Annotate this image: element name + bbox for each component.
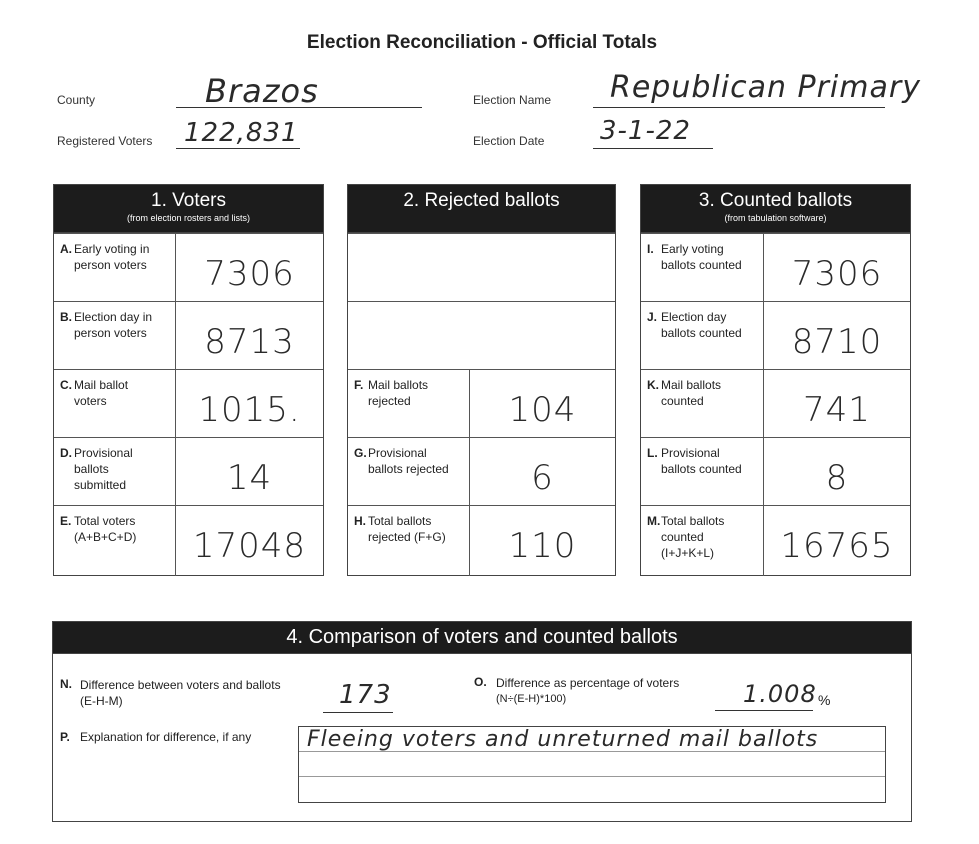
- counted-section: [640, 184, 911, 576]
- row-label: D. Provisional ballots submitted: [54, 438, 176, 506]
- n-formula: (E-H-M): [80, 694, 123, 708]
- n-value[interactable]: 173: [339, 680, 392, 710]
- row-label: J. Election day ballots counted: [641, 302, 764, 370]
- comparison-header: [53, 622, 911, 654]
- early-counted-value[interactable]: 7306: [791, 254, 883, 294]
- row-label: G.Provisional ballots rejected: [348, 438, 470, 506]
- counted-row-j: [641, 301, 910, 370]
- o-label-block: [496, 675, 679, 707]
- o-value[interactable]: 1.008: [743, 680, 817, 708]
- row-label: L. Provisional ballots counted: [641, 438, 764, 506]
- provisional-counted-value[interactable]: 8: [825, 458, 849, 498]
- election-date-label: Election Date: [473, 134, 545, 148]
- total-rejected-value[interactable]: 110: [508, 526, 577, 566]
- counted-title: 3. Counted ballots: [698, 190, 853, 211]
- p-letter: P.: [60, 730, 70, 744]
- election-date-value[interactable]: 3-1-22: [600, 116, 691, 146]
- counted-row-k: [641, 369, 910, 438]
- county-label: County: [57, 93, 96, 107]
- registered-voters-line: [176, 148, 300, 149]
- election-name-value[interactable]: Republican Primary: [610, 70, 921, 105]
- rejected-header: [348, 185, 615, 233]
- rejected-row-h: [348, 505, 615, 576]
- row-label: I. Early voting ballots counted: [641, 234, 764, 302]
- explanation-rule: [299, 776, 885, 777]
- rejected-blank-row: [348, 301, 615, 370]
- total-counted-value[interactable]: 16765: [780, 526, 894, 566]
- provisional-rejected-value[interactable]: 6: [531, 458, 554, 498]
- rejected-row-f: [348, 369, 615, 438]
- voters-row-a: [54, 233, 323, 302]
- election-name-line: [593, 107, 885, 108]
- election-day-counted-value[interactable]: 8710: [791, 322, 883, 362]
- voters-row-e: [54, 505, 323, 576]
- rejected-section: [347, 184, 616, 576]
- early-voting-voters-value[interactable]: 7306: [204, 254, 295, 294]
- provisional-submitted-value[interactable]: 14: [226, 458, 273, 498]
- row-label: H. Total ballots rejected (F+G): [348, 506, 470, 576]
- voters-header: [54, 185, 323, 233]
- n-label: Difference between voters and ballots: [80, 678, 281, 692]
- total-voters-value[interactable]: 17048: [192, 526, 307, 566]
- voters-row-c: [54, 369, 323, 438]
- election-day-voters-value[interactable]: 8713: [204, 322, 295, 362]
- county-line: [176, 107, 422, 108]
- explanation-box[interactable]: [298, 726, 886, 803]
- voters-title: 1. Voters: [151, 190, 226, 211]
- voters-row-b: [54, 301, 323, 370]
- row-label: F. Mail ballots rejected: [348, 370, 470, 438]
- o-unit: %: [818, 692, 831, 708]
- mail-rejected-value[interactable]: 104: [508, 390, 577, 430]
- comparison-section: [52, 621, 912, 822]
- voters-section: [53, 184, 324, 576]
- rejected-blank-row: [348, 233, 615, 302]
- o-label: Difference as percentage of voters: [496, 676, 680, 690]
- o-letter: O.: [474, 675, 487, 689]
- comparison-title: 4. Comparison of voters and counted ballots: [286, 626, 678, 648]
- row-label: B. Election day in person voters: [54, 302, 176, 370]
- row-label: K. Mail ballots counted: [641, 370, 764, 438]
- row-label: A. Early voting in person voters: [54, 234, 176, 302]
- o-formula: (N÷(E-H)*100): [496, 693, 567, 705]
- counted-row-i: [641, 233, 910, 302]
- o-line: [715, 710, 813, 711]
- rejected-row-g: [348, 437, 615, 506]
- n-label-block: [80, 677, 281, 709]
- row-label: E. Total voters (A+B+C+D): [54, 506, 176, 576]
- registered-voters-label: Registered Voters: [57, 134, 153, 148]
- explanation-value[interactable]: Fleeing voters and unreturned mail ballots: [307, 727, 819, 752]
- mail-ballot-voters-value[interactable]: 1015.: [198, 390, 301, 430]
- n-line: [323, 712, 393, 713]
- counted-header: [641, 185, 910, 233]
- p-label: Explanation for difference, if any: [80, 730, 252, 744]
- form-title: Election Reconciliation - Official Totals: [306, 32, 658, 53]
- registered-voters-value[interactable]: 122,831: [184, 118, 299, 148]
- voters-subtitle: (from election rosters and lists): [126, 213, 251, 223]
- n-letter: N.: [60, 677, 72, 691]
- counted-row-l: [641, 437, 910, 506]
- election-date-line: [593, 148, 713, 149]
- rejected-title: 2. Rejected ballots: [403, 190, 560, 211]
- counted-row-m: [641, 505, 910, 576]
- voters-row-d: [54, 437, 323, 506]
- election-name-label: Election Name: [473, 93, 552, 107]
- county-value[interactable]: Brazos: [205, 72, 319, 110]
- counted-subtitle: (from tabulation software): [724, 213, 827, 223]
- row-label: C. Mail ballot voters: [54, 370, 176, 438]
- row-label: M.Total ballots counted (I+J+K+L): [641, 506, 764, 576]
- mail-counted-value[interactable]: 741: [803, 390, 871, 430]
